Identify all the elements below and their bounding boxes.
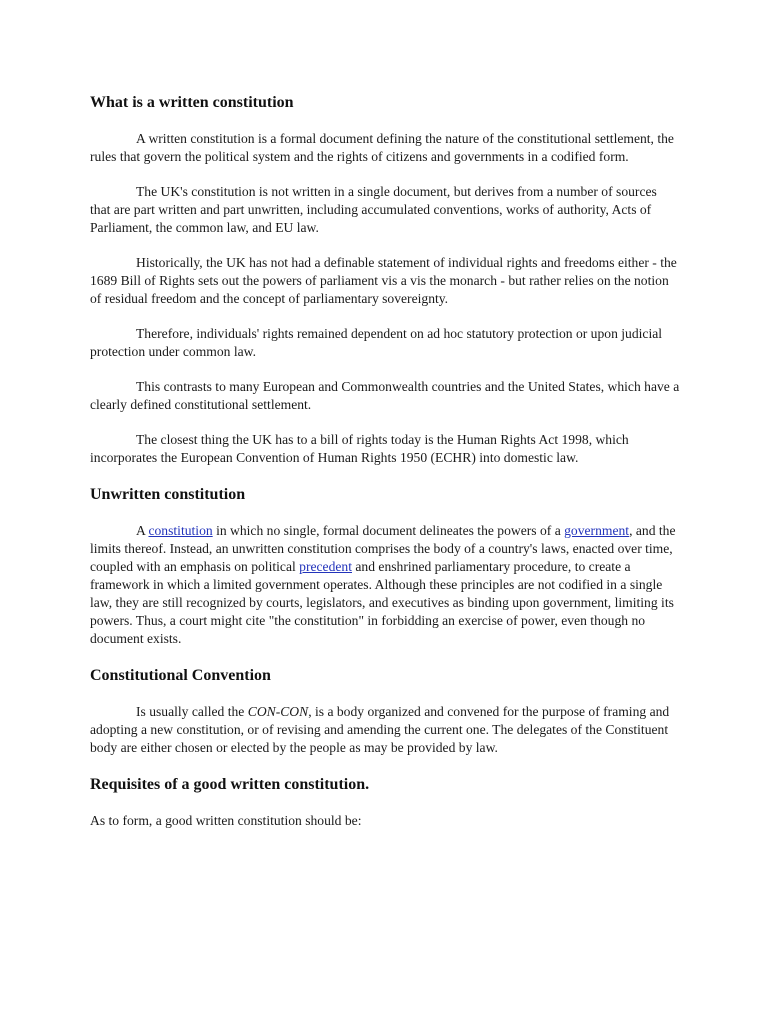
text-run: Is usually called the xyxy=(136,704,248,719)
paragraph: A written constitution is a formal document defining the nature of the constitutional settlement, the rules that govern the political system and the rights of citizens and governments in a codified form. xyxy=(90,131,674,164)
text-run: and enshrined parliamentary procedure, to create a framework in which a limited government operates. Although these principles are not codified in a single law, they are still recognized by courts, legislators, and executives as binding upon government, limiting its powers. Thus, a court might cite "the constitution" in forbidding an exercise of power, even though no document exists. xyxy=(90,559,674,646)
paragraph: The closest thing the UK has to a bill of rights today is the Human Rights Act 1998, which incorporates the European Convention of Human Rights 1950 (ECHR) into domestic law. xyxy=(90,432,629,465)
paragraph-requisites: As to form, a good written constitution should be: xyxy=(90,813,362,828)
text-run: A xyxy=(136,523,149,538)
paragraph: This contrasts to many European and Commonwealth countries and the United States, which have a clearly defined constitutional settlement. xyxy=(90,379,680,412)
paragraph: The UK's constitution is not written in a single document, but derives from a number of sources that are part written and part unwritten, including accumulated conventions, works of authority, Acts of Parliament, the common law, and EU law. xyxy=(90,184,657,235)
heading-constitutional-convention: Constitutional Convention xyxy=(90,667,271,684)
con-con-term: CON-CON xyxy=(247,704,309,719)
document-body xyxy=(90,92,680,847)
paragraph: Historically, the UK has not had a definable statement of individual rights and freedoms either - the 1689 Bill of Rights sets out the powers of parliament vis a vis the monarch - but rather relies on the notion of residual freedom and the concept of parliamentary sovereignty. xyxy=(90,255,677,306)
heading-written-constitution: What is a written constitution xyxy=(90,94,294,111)
constitution-link[interactable]: constitution xyxy=(148,523,213,538)
paragraph-convention xyxy=(90,703,680,757)
government-link[interactable]: government xyxy=(564,523,630,538)
text-run: in which no single, formal document delineates the powers of a xyxy=(212,523,565,538)
precedent-link[interactable]: precedent xyxy=(299,559,352,574)
heading-unwritten-constitution: Unwritten constitution xyxy=(90,486,246,503)
text-run: , is a body organized and convened for the purpose of framing and adopting a new constitution, or of revising and amending the current one. The delegates of the Constituent body are either chosen or elected by the people as may be provided by law. xyxy=(90,704,670,755)
text-run: , and the limits thereof. Instead, an unwritten constitution comprises the body of a country's laws, enacted over time, coupled with an emphasis on political xyxy=(90,523,676,574)
heading-requisites: Requisites of a good written constitution. xyxy=(90,776,370,793)
paragraph-unwritten xyxy=(90,522,680,648)
paragraph: Therefore, individuals' rights remained dependent on ad hoc statutory protection or upon judicial protection under common law. xyxy=(90,326,663,359)
